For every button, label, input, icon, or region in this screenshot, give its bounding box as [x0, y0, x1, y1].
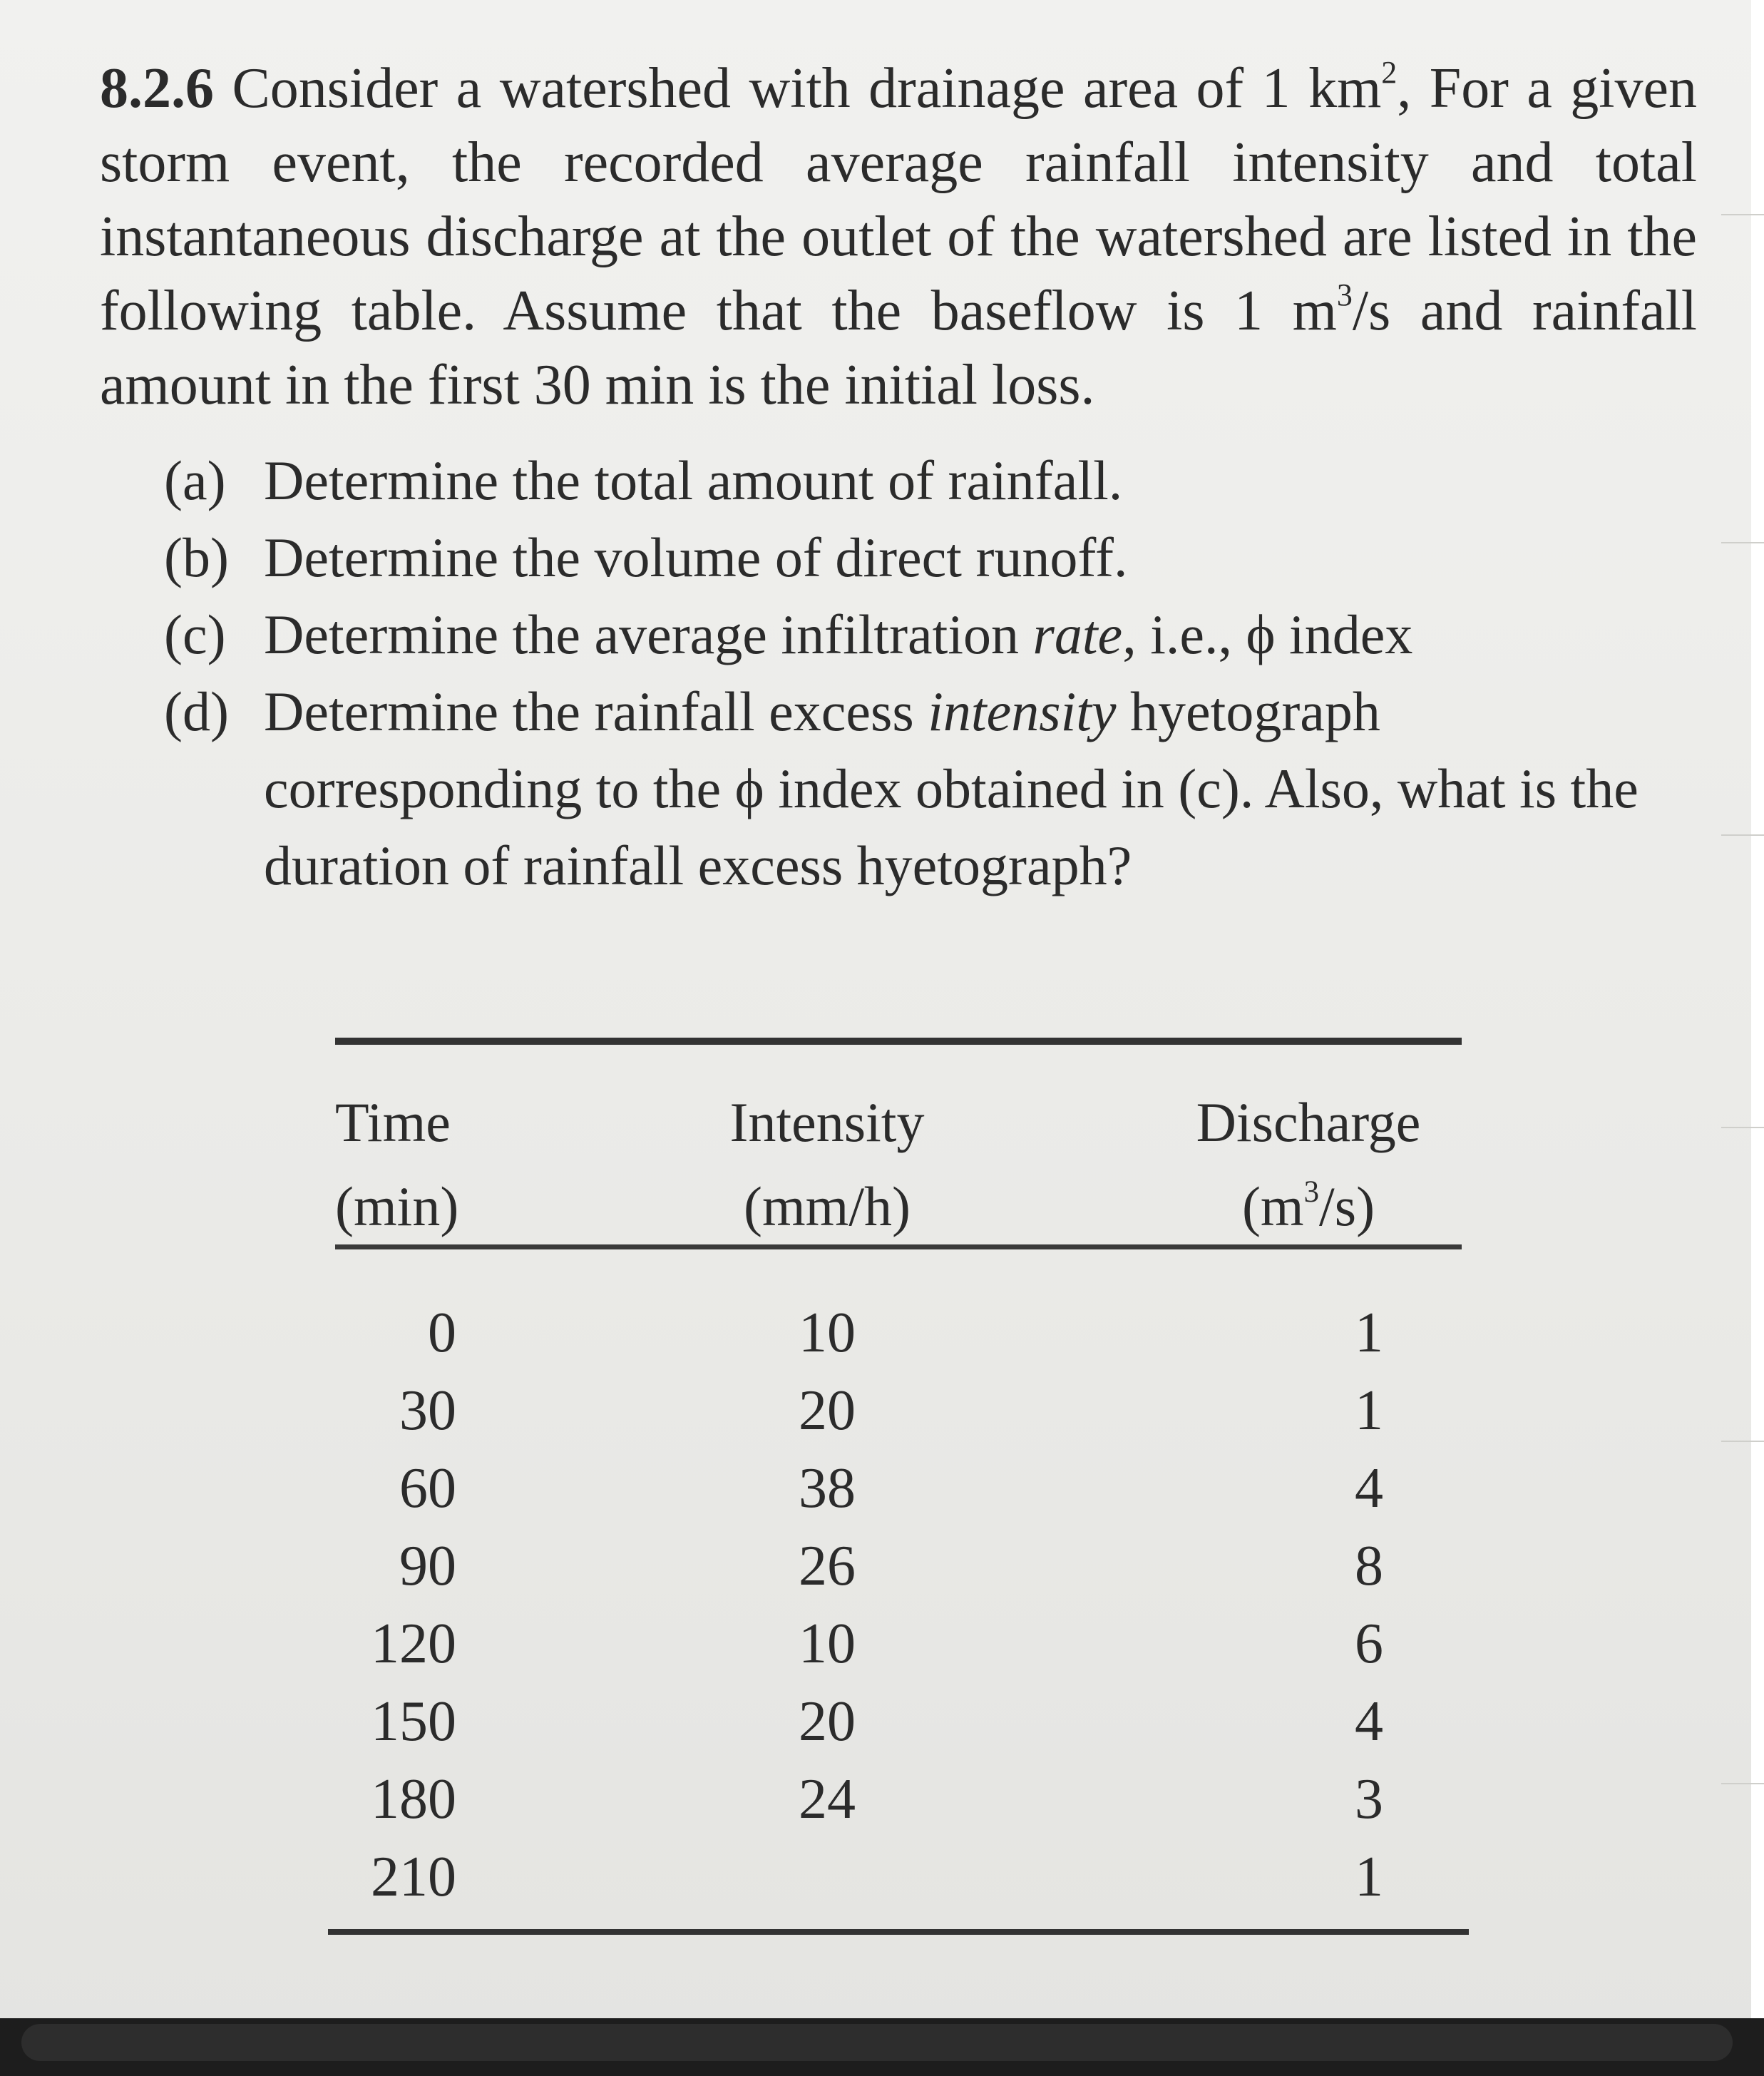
unit-exponent: 3 [1303, 1175, 1320, 1209]
header-discharge [1155, 1080, 1462, 1249]
time-column [335, 1294, 456, 1916]
header-unit [1155, 1165, 1462, 1249]
discharge-cell: 1 [1355, 1379, 1383, 1442]
time-cell: 30 [399, 1379, 456, 1442]
part-label: (b) [164, 526, 229, 588]
intensity-cell: 20 [799, 1690, 856, 1753]
time-cell: 60 [399, 1457, 456, 1520]
page-edge [1751, 0, 1764, 2076]
table-header-rule [335, 1244, 1462, 1249]
header-intensity [720, 1080, 934, 1249]
part-text: hyetograph corresponding to the ϕ index obtained in (c). Also, what is the duration of rainfall excess hyetograph? [264, 680, 1639, 896]
statement-text-2: , For a given storm event, the recorded average rainfall intensity and total instantaneous discharge at the outlet of the watershed are listed in the following table. Assume that the baseflow is 1 m [100, 57, 1697, 342]
problem-number: 8.2.6 [100, 57, 214, 120]
header-unit: (mm/h) [744, 1175, 911, 1237]
part-text: Determine the total amount of rainfall. [264, 449, 1123, 511]
edge-tick [1721, 1441, 1764, 1442]
part-label: (d) [164, 680, 229, 742]
intensity-cell: 38 [799, 1457, 856, 1520]
table-top-rule [335, 1038, 1462, 1045]
statement-text-3: /s and rainfall amount in the first 30 min is the initial loss. [100, 280, 1697, 416]
device-bezel [0, 2018, 1764, 2076]
header-unit: (min) [335, 1175, 459, 1237]
unit-part: (m [1241, 1175, 1304, 1237]
intensity-cell: 10 [799, 1612, 856, 1675]
time-cell: 150 [371, 1690, 456, 1753]
time-cell: 120 [371, 1612, 456, 1675]
time-cell: 180 [371, 1768, 456, 1831]
edge-tick [1721, 214, 1764, 215]
intensity-cell: 10 [799, 1302, 856, 1364]
intensity-cell: 26 [799, 1535, 856, 1597]
intensity-cell [720, 1839, 934, 1916]
discharge-cell: 6 [1355, 1612, 1383, 1675]
part-emphasis: intensity [928, 680, 1117, 742]
intensity-column [720, 1294, 934, 1916]
statement-text-1: Consider a watershed with drainage area of 1 km [214, 57, 1382, 120]
part-b [164, 519, 1704, 596]
part-text: Determine the average infiltration [264, 603, 1033, 665]
header-time [335, 1080, 458, 1249]
part-emphasis: rate [1032, 603, 1123, 665]
part-label: (a) [164, 449, 226, 511]
part-d [164, 673, 1704, 904]
time-cell: 90 [399, 1535, 456, 1597]
part-a [164, 442, 1704, 519]
part-text: Determine the rainfall excess [264, 680, 928, 742]
discharge-cell: 4 [1355, 1457, 1383, 1520]
time-cell: 0 [428, 1302, 456, 1364]
part-text: Determine the volume of direct runoff. [264, 526, 1128, 588]
area-exponent: 2 [1381, 54, 1398, 90]
discharge-cell: 4 [1355, 1690, 1383, 1753]
edge-tick [1721, 542, 1764, 543]
bezel-highlight [21, 2024, 1733, 2061]
edge-tick [1721, 1783, 1764, 1784]
part-text: , i.e., ϕ index [1122, 603, 1413, 665]
table-bottom-rule [328, 1929, 1469, 1935]
discharge-cell: 1 [1355, 1302, 1383, 1364]
edge-tick [1721, 1127, 1764, 1128]
header-label: Time [335, 1091, 451, 1153]
flow-exponent: 3 [1336, 277, 1353, 312]
intensity-cell: 20 [799, 1379, 856, 1442]
header-label: Discharge [1196, 1091, 1421, 1153]
intensity-cell: 24 [799, 1768, 856, 1831]
edge-tick [1721, 834, 1764, 836]
part-c [164, 596, 1704, 673]
discharge-cell: 1 [1355, 1846, 1383, 1908]
time-cell: 210 [371, 1846, 456, 1908]
discharge-column [1248, 1294, 1383, 1916]
unit-part: /s) [1319, 1175, 1375, 1237]
part-label: (c) [164, 603, 226, 665]
question-parts [164, 442, 1704, 904]
discharge-cell: 3 [1355, 1768, 1383, 1831]
discharge-cell: 8 [1355, 1535, 1383, 1597]
problem-statement [100, 51, 1697, 422]
header-label: Intensity [729, 1091, 925, 1153]
